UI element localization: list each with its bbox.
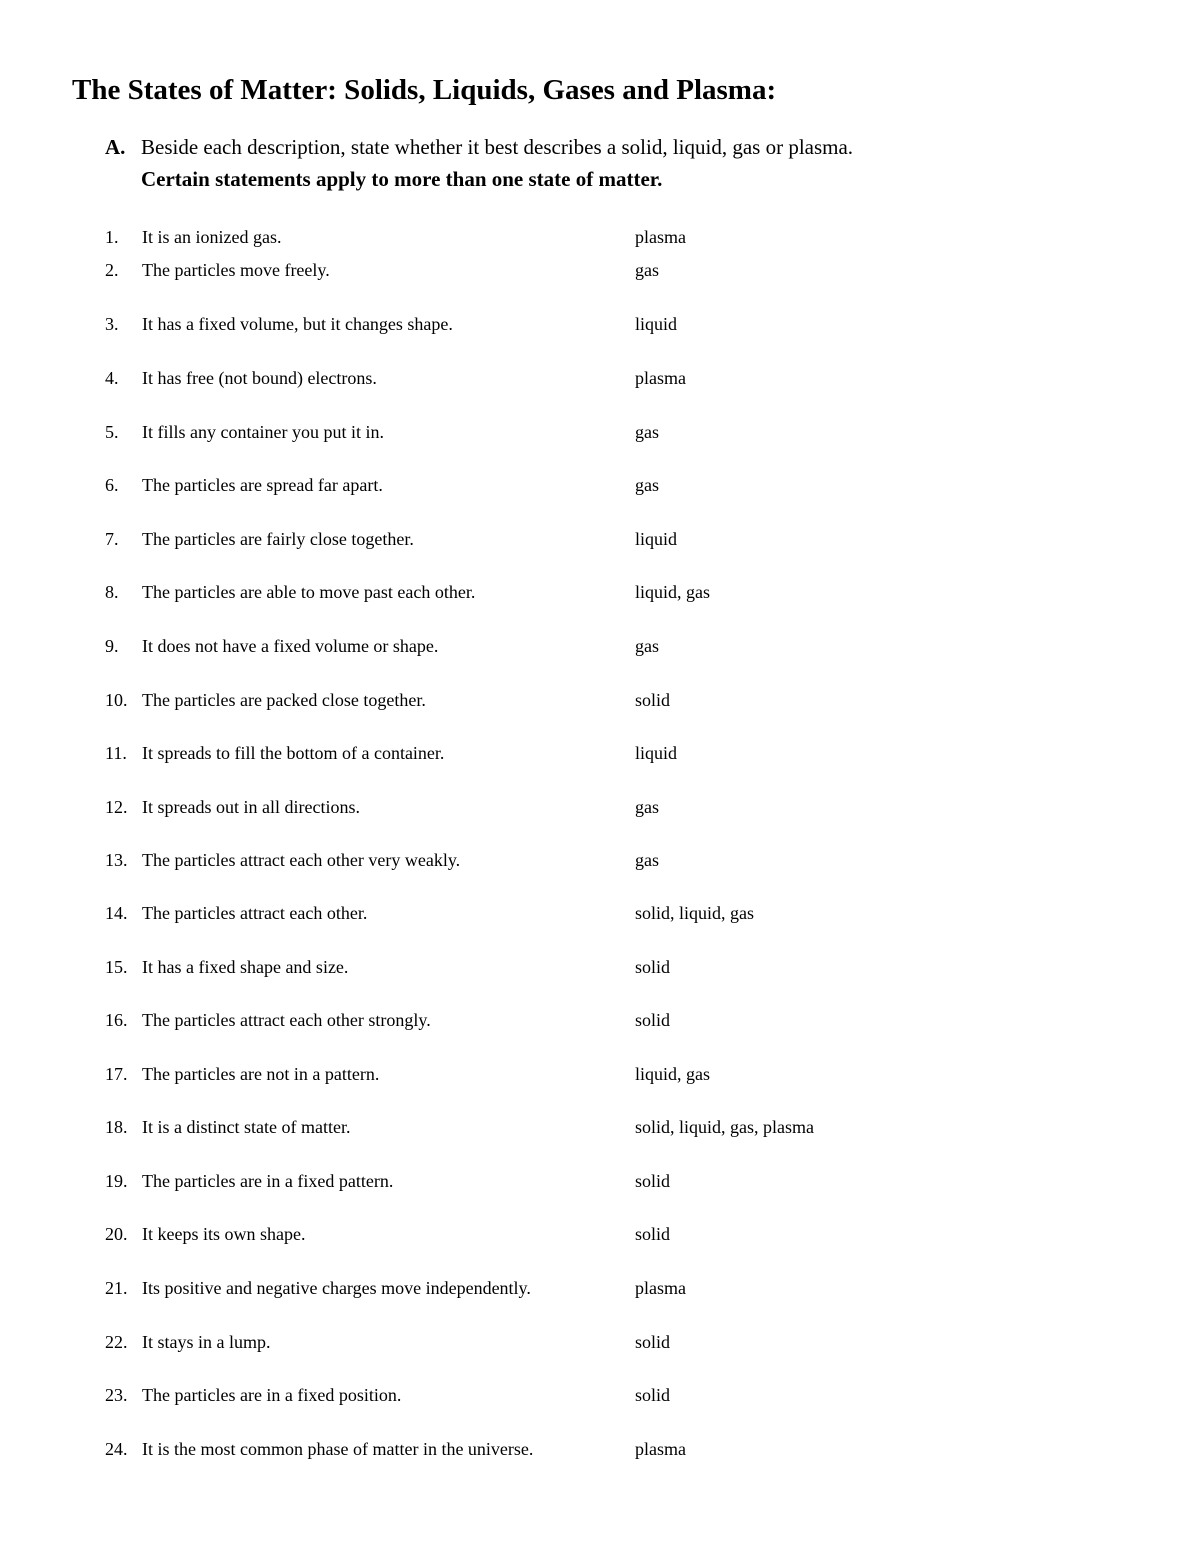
question-text: It stays in a lump.	[142, 1332, 271, 1352]
question-answer: liquid	[635, 743, 678, 763]
question-text: The particles are able to move past each other.	[142, 582, 476, 602]
question-answer: gas	[635, 850, 659, 870]
question-number: 16.	[105, 1010, 128, 1030]
page-title: The States of Matter: Solids, Liquids, Gases and Plasma:	[72, 74, 777, 106]
question-answer: solid	[635, 1332, 671, 1352]
question-answer: solid	[635, 690, 671, 710]
question-row	[0, 898, 1200, 928]
question-text: It is an ionized gas.	[142, 227, 282, 247]
question-row	[0, 1112, 1200, 1142]
question-text: The particles are in a fixed position.	[142, 1385, 402, 1405]
question-text: Its positive and negative charges move independently.	[142, 1278, 531, 1298]
question-text: The particles attract each other.	[142, 903, 368, 923]
question-row	[0, 417, 1200, 447]
question-number: 7.	[105, 529, 119, 549]
question-text: The particles are fairly close together.	[142, 529, 414, 549]
question-number: 21.	[105, 1278, 128, 1298]
question-answer: liquid, gas	[635, 1064, 710, 1084]
question-row	[0, 685, 1200, 715]
question-text: The particles are in a fixed pattern.	[142, 1171, 394, 1191]
question-row	[0, 1219, 1200, 1249]
question-row	[0, 1166, 1200, 1196]
question-text: It is a distinct state of matter.	[142, 1117, 351, 1137]
question-row	[0, 1059, 1200, 1089]
section-note: Certain statements apply to more than one state of matter.	[141, 167, 663, 191]
question-row	[0, 577, 1200, 607]
question-answer: gas	[635, 260, 659, 280]
question-number: 5.	[105, 422, 119, 442]
question-row	[0, 1434, 1200, 1464]
question-answer: solid	[635, 1385, 671, 1405]
question-number: 11.	[105, 743, 127, 763]
question-answer: plasma	[635, 368, 686, 388]
question-number: 23.	[105, 1385, 128, 1405]
question-row	[0, 309, 1200, 339]
question-row	[0, 1005, 1200, 1035]
question-text: It spreads out in all directions.	[142, 797, 360, 817]
question-number: 18.	[105, 1117, 128, 1137]
question-answer: gas	[635, 636, 659, 656]
question-number: 24.	[105, 1439, 128, 1459]
question-text: It fills any container you put it in.	[142, 422, 384, 442]
question-answer: plasma	[635, 227, 686, 247]
question-text: The particles attract each other strongly.	[142, 1010, 431, 1030]
question-row	[0, 952, 1200, 982]
question-text: It has free (not bound) electrons.	[142, 368, 377, 388]
question-row	[0, 524, 1200, 554]
question-number: 6.	[105, 475, 119, 495]
question-number: 4.	[105, 368, 119, 388]
question-text: It spreads to fill the bottom of a container.	[142, 743, 445, 763]
question-answer: solid	[635, 1224, 671, 1244]
question-number: 3.	[105, 314, 119, 334]
question-number: 15.	[105, 957, 128, 977]
question-number: 14.	[105, 903, 128, 923]
question-text: It has a fixed volume, but it changes shape.	[142, 314, 453, 334]
question-row	[0, 363, 1200, 393]
question-number: 20.	[105, 1224, 128, 1244]
question-number: 12.	[105, 797, 128, 817]
question-text: It has a fixed shape and size.	[142, 957, 349, 977]
question-row	[0, 222, 1200, 252]
question-number: 8.	[105, 582, 119, 602]
question-number: 2.	[105, 260, 119, 280]
question-row	[0, 255, 1200, 285]
question-text: It does not have a fixed volume or shape.	[142, 636, 439, 656]
question-text: The particles move freely.	[142, 260, 330, 280]
question-answer: solid, liquid, gas, plasma	[635, 1117, 814, 1137]
question-text: The particles are spread far apart.	[142, 475, 383, 495]
question-row	[0, 631, 1200, 661]
question-answer: liquid, gas	[635, 582, 710, 602]
question-answer: gas	[635, 422, 659, 442]
question-number: 13.	[105, 850, 128, 870]
question-number: 1.	[105, 227, 119, 247]
question-row	[0, 792, 1200, 822]
question-answer: solid	[635, 957, 671, 977]
question-row	[0, 470, 1200, 500]
question-answer: plasma	[635, 1439, 686, 1459]
question-answer: gas	[635, 475, 659, 495]
question-answer: gas	[635, 797, 659, 817]
question-number: 10.	[105, 690, 128, 710]
question-row	[0, 845, 1200, 875]
question-answer: solid	[635, 1171, 671, 1191]
question-number: 17.	[105, 1064, 128, 1084]
section-letter: A.	[105, 135, 126, 159]
question-answer: liquid	[635, 529, 678, 549]
question-number: 9.	[105, 636, 119, 656]
question-row	[0, 1327, 1200, 1357]
question-number: 19.	[105, 1171, 128, 1191]
question-text: The particles are not in a pattern.	[142, 1064, 380, 1084]
question-row	[0, 1380, 1200, 1410]
question-answer: liquid	[635, 314, 678, 334]
question-row	[0, 1273, 1200, 1303]
question-answer: solid, liquid, gas	[635, 903, 755, 923]
question-answer: solid	[635, 1010, 671, 1030]
question-text: The particles attract each other very weakly.	[142, 850, 461, 870]
question-text: The particles are packed close together.	[142, 690, 426, 710]
section-instruction: Beside each description, state whether it best describes a solid, liquid, gas or plasma.	[141, 135, 854, 159]
question-text: It keeps its own shape.	[142, 1224, 306, 1244]
question-text: It is the most common phase of matter in the universe.	[142, 1439, 534, 1459]
question-number: 22.	[105, 1332, 128, 1352]
question-answer: plasma	[635, 1278, 686, 1298]
question-row	[0, 738, 1200, 768]
